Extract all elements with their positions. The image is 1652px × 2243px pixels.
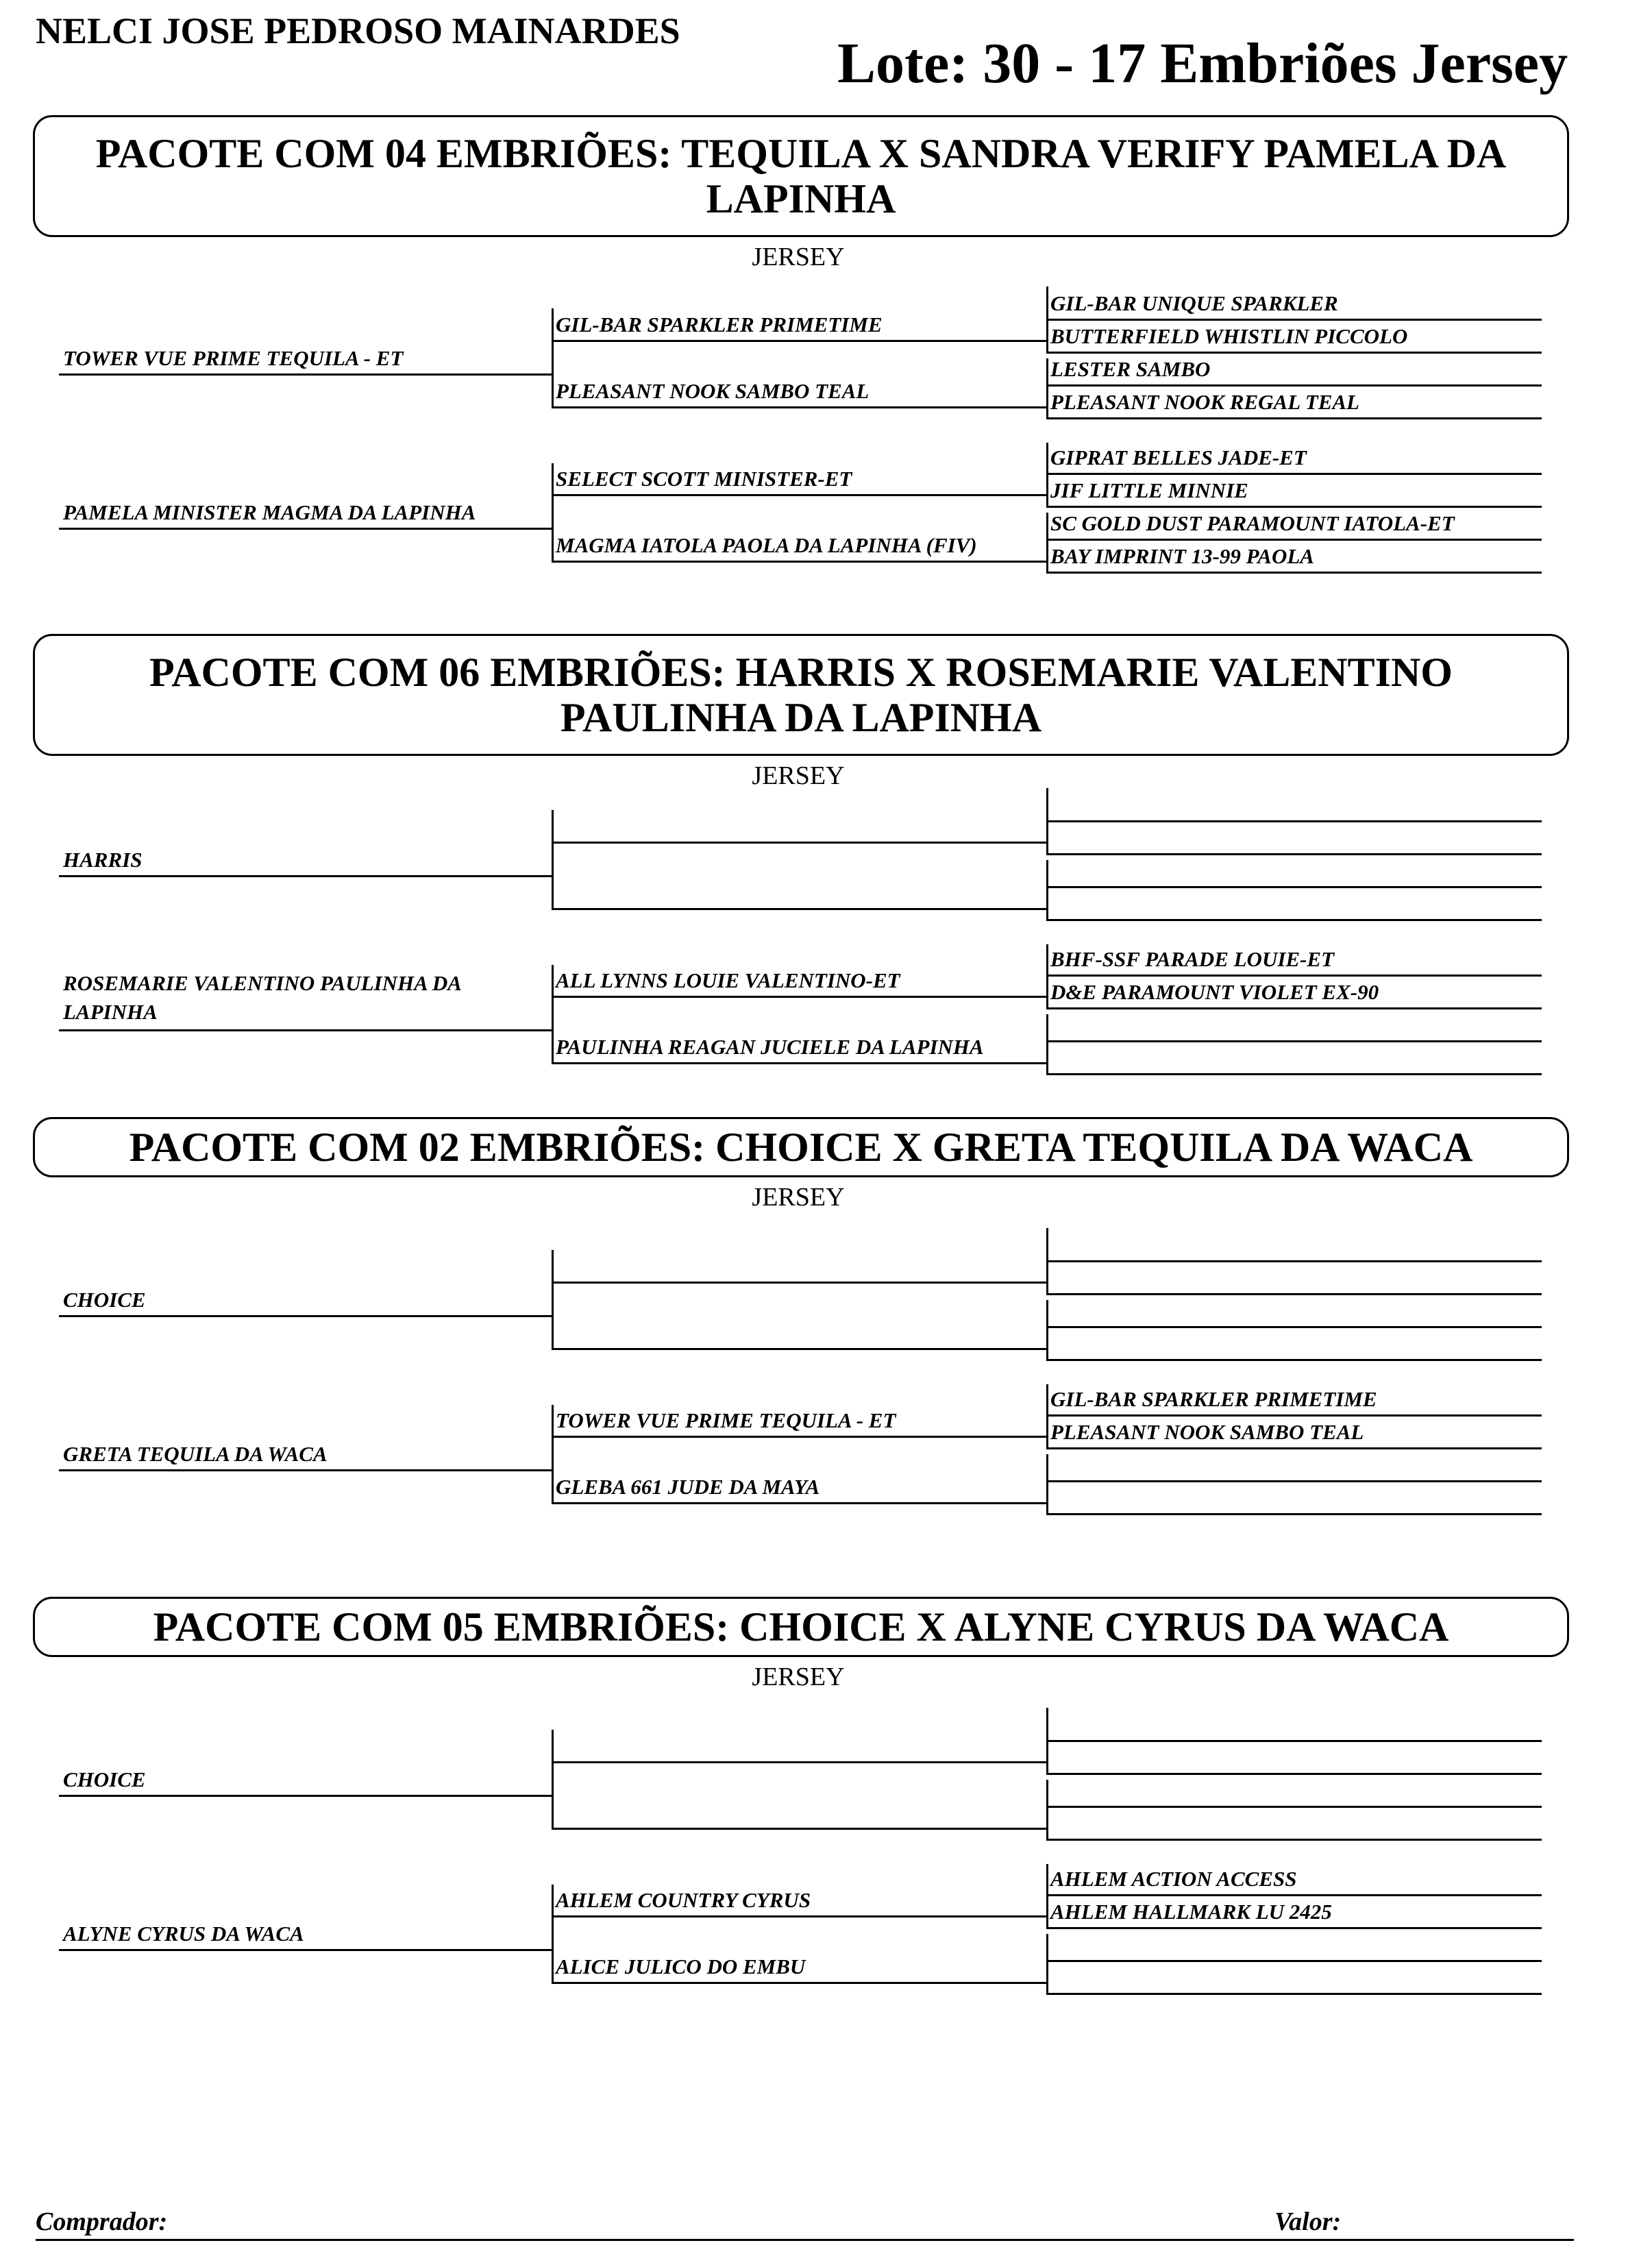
sire-name: CHOICE [63,1767,146,1791]
owner-name: NELCI JOSE PEDROSO MAINARDES [36,10,680,51]
dam-sire-dam-line [1046,506,1542,508]
breed-label: JERSEY [752,1183,845,1212]
dam-sire-dam-name: JIF LITTLE MINNIE [1050,478,1248,502]
breed-label: JERSEY [752,243,845,271]
sire-dam-dam-line [1046,919,1542,921]
dam-dam-sire-line [1046,1960,1542,1962]
dam-dam-dam-line [1046,572,1542,574]
sire-sire-line [552,1282,1046,1284]
dam-dam-sire-line [1046,1040,1542,1042]
dam-sire-sire-name: AHLEM ACTION ACCESS [1050,1867,1297,1891]
package-title: PACOTE COM 02 EMBRIÕES: CHOICE X GRETA TEQUILA DA WACA [33,1117,1569,1177]
dam-dam-line [552,1502,1046,1504]
dam-dam-bracket [1046,1934,1048,1993]
footer-line [36,2239,1574,2241]
sire-bracket [552,1250,554,1348]
sire-dam-bracket [1046,860,1048,919]
sire-dam-bracket [1046,1300,1048,1359]
dam-sire-line [552,1436,1046,1438]
sire-dam-name: PLEASANT NOOK SAMBO TEAL [556,379,870,403]
dam-sire-line [552,1915,1046,1917]
package-title: PACOTE COM 05 EMBRIÕES: CHOICE X ALYNE CYRUS DA WACA [33,1597,1569,1657]
sire-dam-sire-name: LESTER SAMBO [1050,357,1211,381]
dam-sire-line [552,996,1046,998]
dam-dam-line [552,561,1046,563]
sire-sire-dam-name: BUTTERFIELD WHISTLIN PICCOLO [1050,324,1408,348]
dam-dam-bracket [1046,1014,1048,1073]
package-title: PACOTE COM 06 EMBRIÕES: HARRIS X ROSEMARIE VALENTINO PAULINHA DA LAPINHA [33,634,1569,756]
dam-name: ROSEMARIE VALENTINO PAULINHA DA LAPINHA [63,971,461,1024]
sire-sire-sire-line [1046,820,1542,822]
breed-label: JERSEY [752,761,845,790]
dam-sire-dam-name: AHLEM HALLMARK LU 2425 [1050,1900,1332,1924]
sire-dam-line [552,1348,1046,1350]
sire-dam-line [552,908,1046,910]
dam-dam-sire-line [1046,539,1542,541]
sire-dam-dam-name: PLEASANT NOOK REGAL TEAL [1050,390,1359,414]
dam-dam-dam-line [1046,1073,1542,1075]
dam-dam-name: ALICE JULICO DO EMBU [556,1954,806,1978]
sire-bracket [552,1730,554,1828]
dam-sire-name: ALL LYNNS LOUIE VALENTINO-ET [556,968,900,992]
sire-dam-bracket [1046,1780,1048,1839]
dam-dam-dam-line [1046,1993,1542,1995]
dam-sire-line [552,494,1046,496]
dam-sire-sire-line [1046,975,1542,977]
dam-dam-line [552,1062,1046,1064]
sire-line [59,1315,552,1317]
sire-bracket [552,308,554,406]
dam-name: PAMELA MINISTER MAGMA DA LAPINHA [63,500,476,524]
sire-sire-dam-line [1046,1773,1542,1775]
dam-sire-dam-name: PLEASANT NOOK SAMBO TEAL [1050,1420,1364,1444]
sire-sire-dam-line [1046,1293,1542,1295]
sire-dam-dam-line [1046,417,1542,419]
sire-line [59,875,552,877]
sire-sire-sire-line [1046,1260,1542,1262]
sire-sire-line [552,842,1046,844]
sire-line [59,1795,552,1797]
dam-line [59,1469,552,1471]
dam-sire-sire-line [1046,1414,1542,1417]
sire-sire-line [552,1761,1046,1763]
dam-line [59,528,552,530]
breed-label: JERSEY [752,1663,845,1691]
sire-sire-sire-name: GIL-BAR UNIQUE SPARKLER [1050,291,1338,315]
dam-sire-name: AHLEM COUNTRY CYRUS [556,1888,811,1912]
dam-dam-dam-line [1046,1513,1542,1515]
sire-line [59,373,552,376]
sire-dam-line [552,406,1046,408]
dam-sire-sire-line [1046,473,1542,475]
sire-name: CHOICE [63,1288,146,1312]
dam-sire-dam-name: D&E PARAMOUNT VIOLET EX-90 [1050,980,1379,1004]
dam-dam-sire-line [1046,1480,1542,1482]
sire-dam-dam-line [1046,1359,1542,1361]
dam-bracket [552,1405,554,1502]
dam-dam-sire-name: SC GOLD DUST PARAMOUNT IATOLA-ET [1050,511,1455,535]
dam-dam-name: GLEBA 661 JUDE DA MAYA [556,1475,820,1499]
sire-name: TOWER VUE PRIME TEQUILA - ET [63,346,404,370]
dam-bracket [552,1885,554,1982]
dam-sire-dam-line [1046,1447,1542,1449]
sire-sire-line [552,340,1046,342]
dam-sire-sire-name: BHF-SSF PARADE LOUIE-ET [1050,947,1335,971]
sire-sire-sire-line [1046,1740,1542,1742]
dam-dam-dam-name: BAY IMPRINT 13-99 PAOLA [1050,544,1314,568]
dam-dam-name: MAGMA IATOLA PAOLA DA LAPINHA (FIV) [556,533,977,557]
dam-sire-dam-line [1046,1927,1542,1929]
sire-sire-name: GIL-BAR SPARKLER PRIMETIME [556,312,883,336]
dam-bracket [552,965,554,1062]
sire-bracket [552,810,554,908]
dam-dam-bracket [1046,513,1048,572]
dam-dam-line [552,1982,1046,1984]
sire-dam-bracket [1046,358,1048,417]
dam-line [59,1029,552,1031]
dam-line [59,1949,552,1951]
dam-sire-name: TOWER VUE PRIME TEQUILA - ET [556,1408,896,1432]
value-label: Valor: [1274,2207,1342,2236]
dam-dam-name: PAULINHA REAGAN JUCIELE DA LAPINHA [556,1035,984,1059]
sire-name: HARRIS [63,848,143,872]
dam-name: ALYNE CYRUS DA WACA [63,1922,304,1946]
lot-title: Lote: 30 - 17 Embriões Jersey [837,32,1568,95]
sire-sire-sire-line [1046,319,1542,321]
package-title: PACOTE COM 04 EMBRIÕES: TEQUILA X SANDRA VERIFY PAMELA DA LAPINHA [33,115,1569,237]
sire-dam-dam-line [1046,1839,1542,1841]
sire-sire-dam-line [1046,853,1542,855]
sire-dam-sire-line [1046,1806,1542,1808]
sire-dam-sire-line [1046,384,1542,387]
dam-name: GRETA TEQUILA DA WACA [63,1442,328,1466]
sire-dam-sire-line [1046,886,1542,888]
dam-sire-sire-name: GIPRAT BELLES JADE-ET [1050,445,1307,469]
dam-sire-sire-line [1046,1894,1542,1896]
dam-bracket [552,463,554,561]
sire-dam-line [552,1828,1046,1830]
dam-dam-bracket [1046,1454,1048,1513]
dam-sire-name: SELECT SCOTT MINISTER-ET [556,467,852,491]
sire-sire-dam-line [1046,352,1542,354]
buyer-label: Comprador: [36,2207,168,2236]
sire-dam-sire-line [1046,1326,1542,1328]
dam-sire-dam-line [1046,1007,1542,1009]
dam-sire-sire-name: GIL-BAR SPARKLER PRIMETIME [1050,1387,1377,1411]
